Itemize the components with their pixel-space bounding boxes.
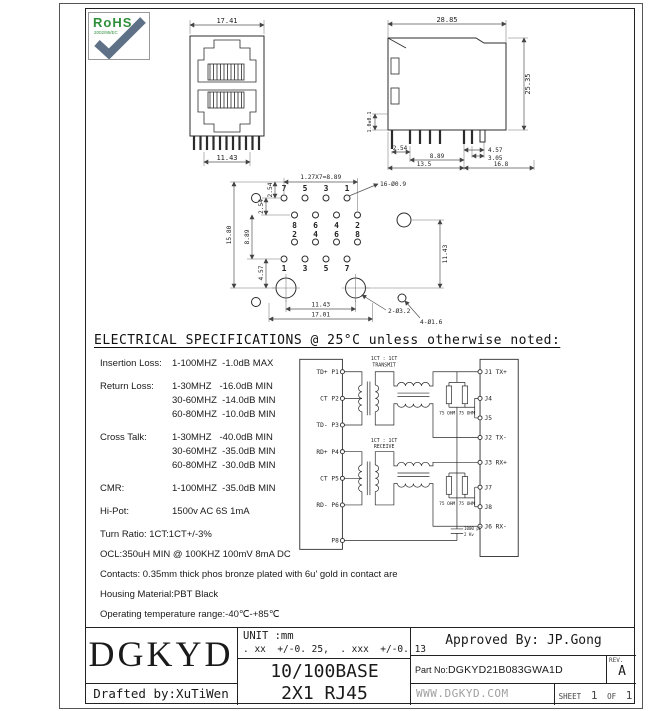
- spec-value: 1-30MHZ -40.0dB MIN: [172, 432, 273, 443]
- capacitor-label: 2 Kv: [464, 532, 474, 538]
- dim-side-b2: 8.89: [429, 153, 445, 160]
- transformer-label: TRANSMIT: [372, 362, 396, 369]
- specs-heading: ELECTRICAL SPECIFICATIONS @ 25°C unless otherwise noted:: [94, 333, 561, 348]
- spec-label: CMR:: [100, 483, 125, 494]
- pcb-footprint-drawing: [206, 170, 470, 328]
- spec-label: Insertion Loss:: [100, 358, 162, 369]
- rohs-logo: [88, 12, 150, 60]
- resistor-label: 75 OHM: [439, 501, 456, 507]
- part-no-cell: [411, 656, 606, 683]
- dim-side-tail: 1.0±0.1: [367, 111, 373, 133]
- spec-note: Turn Ratio: 1CT:1CT+/-3%: [100, 529, 212, 540]
- dim-v3: 15.80: [226, 225, 233, 245]
- resistor-label: 75 OHM: [458, 411, 475, 417]
- sheet-of: OF: [607, 692, 617, 701]
- wiring-schematic: [298, 352, 520, 562]
- rohs-label: RoHS: [93, 15, 133, 30]
- dim-side-b5: 13.5: [416, 161, 432, 168]
- company-logo-cell: [85, 628, 237, 683]
- dim-side-width: 28.85: [436, 16, 458, 24]
- front-view-body: [190, 36, 264, 150]
- dim-v5: 4.57: [258, 265, 265, 281]
- pin-label: TD- P3: [316, 422, 339, 430]
- pin-number: 4: [313, 230, 318, 239]
- pin-label: J7: [484, 484, 492, 492]
- pin-label: J1 TX+: [484, 368, 507, 376]
- spec-note: Housing Material:PBT Black: [100, 589, 219, 600]
- pin-label: CT P5: [320, 475, 339, 483]
- dim-front-pins: 11.43: [216, 154, 238, 162]
- spec-note: Contacts: 0.35mm thick phos bronze plated with 6u' gold in contact are: [100, 569, 398, 580]
- pin-number: 6: [313, 221, 318, 230]
- dim-b1: 11.43: [311, 301, 331, 309]
- side-view-dimensions: [367, 16, 534, 170]
- pin-label: J8: [484, 503, 492, 511]
- dim-side-b4: 3.05: [488, 155, 503, 162]
- spec-value: 30-60MHZ -14.0dB MIN: [172, 395, 276, 406]
- spec-label: Hi-Pot:: [100, 506, 130, 517]
- rev-value: A: [618, 664, 626, 679]
- company-name: DGKYD: [88, 634, 234, 674]
- pin-number: 4: [334, 221, 339, 230]
- pin-number: 7: [344, 264, 350, 273]
- spec-value: 30-60MHZ -35.0dB MIN: [172, 446, 276, 457]
- pin-label: J3 RX+: [484, 459, 507, 467]
- transformer-label: RECEIVE: [373, 444, 395, 451]
- rev-cell: [606, 656, 636, 683]
- sheet-label: SHEET: [558, 692, 582, 701]
- pin-number: 8: [355, 230, 360, 239]
- spec-value: 60-80MHZ -30.0dB MIN: [172, 460, 276, 471]
- spec-value: 1-100MHZ -1.0dB MAX: [172, 358, 274, 369]
- rohs-sublabel: 2002/95/EC: [94, 30, 118, 35]
- sheet-cell: [554, 683, 636, 705]
- drafted-by-cell: Drafted by:XuTiWen: [85, 683, 237, 705]
- pin-number: 8: [292, 221, 297, 230]
- pin-label: J2 TX-: [484, 434, 507, 442]
- dim-front-width: 17.41: [216, 17, 238, 25]
- pin-number: 7: [281, 184, 287, 193]
- callout-small: 4-Ø1.6: [420, 319, 443, 326]
- pin-number: 5: [302, 184, 308, 193]
- dim-side-b3: 4.57: [488, 147, 503, 154]
- sheet-total: 1: [625, 689, 633, 702]
- pin-label: RD- P6: [316, 502, 339, 510]
- pin-label: RD+ P4: [316, 448, 339, 456]
- product-cell: [238, 658, 411, 705]
- rev-label: REV.: [609, 657, 624, 664]
- rohs-checkmark-icon: [89, 13, 149, 59]
- pin-number: 1: [344, 184, 350, 193]
- tolerance-label: . xx +/-0. 25, . xxx +/-0. 13: [243, 644, 427, 655]
- spec-note: Operating temperature range:-40℃-+85℃: [100, 609, 280, 620]
- sheet-num: 1: [590, 689, 598, 702]
- unit-label: UNIT :mm: [243, 630, 294, 642]
- dim-side-height: 25.35: [524, 73, 532, 95]
- part-no-value: DGKYD21B083GWA1D: [448, 663, 563, 676]
- callout-pins: 16-Ø0.9: [380, 181, 407, 188]
- pin-label: P8: [331, 537, 339, 545]
- spec-note: OCL:350uH MIN @ 100KHZ 100mV 8mA DC: [100, 549, 291, 560]
- resistor-label: 75 OHM: [458, 501, 475, 507]
- dim-b2: 17.01: [311, 311, 331, 319]
- spec-label: Return Loss:: [100, 381, 154, 392]
- website-cell: WWW.DGKYD.COM: [411, 683, 554, 705]
- side-view-drawing: [366, 12, 548, 180]
- pin-number: 2: [292, 230, 297, 239]
- transformer-label: 1CT : 1CT: [370, 356, 398, 363]
- dim-v1: 2.54: [267, 182, 274, 198]
- spec-value: 60-80MHZ -10.0dB MIN: [172, 409, 276, 420]
- dim-side-b6: 16.8: [493, 161, 509, 168]
- front-view-drawing: [150, 16, 306, 172]
- dim-side-b1: 2.54: [392, 145, 408, 152]
- title-block-right: [410, 628, 635, 705]
- approved-by-cell: Approved By: JP.Gong: [411, 628, 636, 656]
- pin-number: 3: [323, 184, 329, 193]
- pin-label: TD+ P1: [316, 368, 339, 376]
- resistor-label: 75 OHM: [439, 411, 456, 417]
- title-block-middle: [237, 628, 427, 705]
- part-no-label: Part No:: [415, 664, 449, 675]
- spec-value: 1-100MHZ -35.0dB MIN: [172, 483, 276, 494]
- unit-cell: [238, 628, 427, 658]
- transformer-label: 1CT : 1CT: [370, 437, 398, 444]
- footprint-holes: [252, 194, 412, 307]
- pin-number: 6: [334, 230, 339, 239]
- pin-number: 5: [323, 264, 329, 273]
- pin-label: J6 RX-: [484, 523, 507, 531]
- dim-right: 11.43: [442, 244, 449, 264]
- title-block: [85, 627, 635, 704]
- dim-pitch: 1.27X7=8.89: [300, 174, 342, 181]
- capacitor-label: 1000 pF: [464, 525, 482, 531]
- spec-value: 1-30MHZ -16.0dB MIN: [172, 381, 273, 392]
- spec-label: Cross Talk:: [100, 432, 147, 443]
- spec-value: 1500v AC 6S 1mA: [172, 506, 250, 517]
- pin-number: 1: [281, 264, 287, 273]
- product-line2: 2X1 RJ45: [281, 683, 368, 704]
- pin-number: 2: [355, 221, 360, 230]
- pin-label: J4: [484, 395, 492, 403]
- product-line1: 10/100BASE: [270, 661, 379, 682]
- schematic-labels: [316, 356, 507, 544]
- pin-label: J5: [484, 415, 492, 423]
- dim-v4: 8.89: [244, 229, 251, 245]
- callout-mount: 2-Ø3.2: [388, 308, 411, 315]
- schematic-wires: [340, 370, 482, 543]
- side-view-body: [388, 38, 506, 149]
- pin-number: 3: [302, 264, 308, 273]
- dim-v2: 2.54: [258, 199, 265, 214]
- pin-label: CT P2: [320, 395, 339, 403]
